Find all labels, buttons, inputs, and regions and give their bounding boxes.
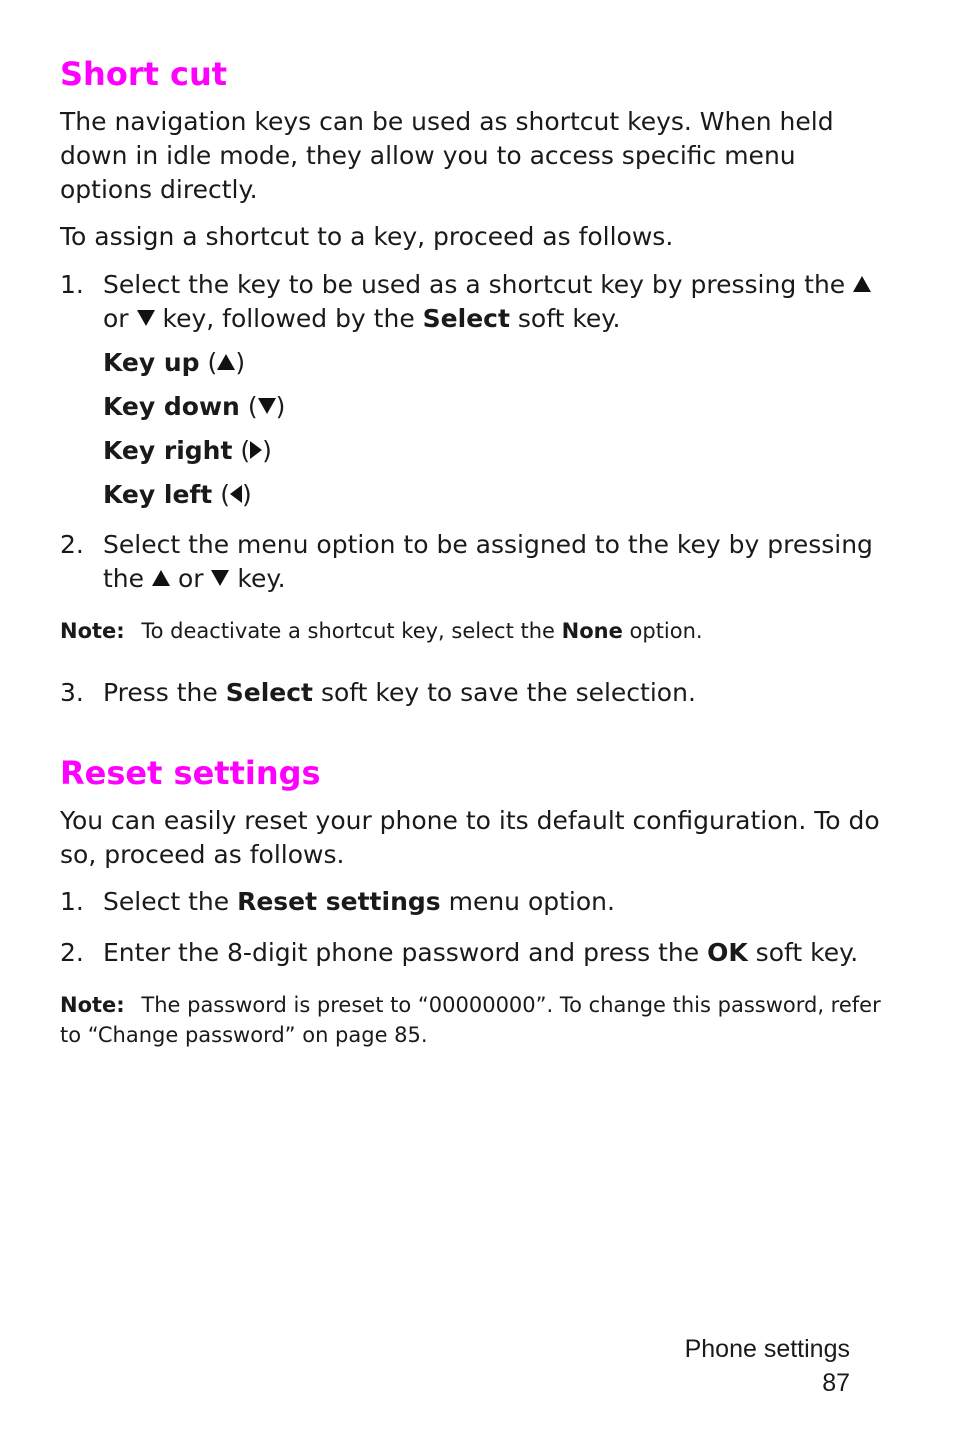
note-label: Note: xyxy=(60,619,125,643)
step-number: 2. xyxy=(60,530,84,559)
reset-step-2: 2. Enter the 8-digit phone password and press the OK soft key. xyxy=(60,936,890,970)
shortcut-step-1 xyxy=(60,268,890,336)
shortcut-step-3: 3. Press the Select soft key to save the selection. xyxy=(60,676,890,710)
none-option-label: None xyxy=(561,619,623,643)
reset-settings-option-label: Reset settings xyxy=(237,887,441,916)
left-arrow-icon xyxy=(230,485,242,503)
page-footer xyxy=(685,1332,850,1400)
section-title-short-cut: Short cut xyxy=(60,55,228,93)
down-arrow-icon xyxy=(211,570,229,586)
step-number: 2. xyxy=(60,938,84,967)
step-text: key. xyxy=(237,564,286,593)
key-up-label: Key up xyxy=(103,348,200,377)
key-right-label: Key right xyxy=(103,436,233,465)
shortcut-assign-text: To assign a shortcut to a key, proceed as follows. xyxy=(60,222,674,251)
up-arrow-icon xyxy=(152,570,170,586)
up-arrow-icon xyxy=(217,354,235,370)
page-number: 87 xyxy=(822,1369,850,1397)
key-up-item: Key up ( ) xyxy=(103,348,246,377)
key-down-item: Key down ( ) xyxy=(103,392,286,421)
down-arrow-icon xyxy=(258,398,276,414)
reset-step-1: 1. Select the Reset settings menu option. xyxy=(60,885,890,919)
note-label: Note: xyxy=(60,993,125,1017)
select-key-label: Select xyxy=(225,678,313,707)
footer-section-name: Phone settings xyxy=(684,1335,850,1363)
select-key-label: Select xyxy=(422,304,510,333)
shortcut-intro: The navigation keys can be used as shortcut keys. When held down in idle mode, they allow you to access specific menu options directly. xyxy=(60,107,834,204)
step-text: key, followed by the xyxy=(162,304,415,333)
reset-intro: You can easily reset your phone to its default configuration. To do so, proceed as follows. xyxy=(60,806,880,869)
reset-note: Note: The password is preset to “00000000”. To change this password, refer to “Change password” on page 85. xyxy=(60,993,881,1047)
ok-key-label: OK xyxy=(707,938,748,967)
step-number: 1. xyxy=(60,270,84,299)
down-arrow-icon xyxy=(137,310,155,326)
shortcut-note: Note: To deactivate a shortcut key, select the None option. xyxy=(60,619,703,643)
page-content xyxy=(60,0,890,1050)
section-title-reset-settings: Reset settings xyxy=(60,754,321,792)
key-left-item: Key left ( ) xyxy=(103,480,252,509)
step-text: Select the menu option to be assigned to the key by pressing the xyxy=(103,530,873,593)
right-arrow-icon xyxy=(250,441,262,459)
step-text: soft key. xyxy=(517,304,621,333)
or-text: or xyxy=(177,564,204,593)
step-text: Select the key to be used as a shortcut key by pressing the xyxy=(103,270,846,299)
up-arrow-icon xyxy=(853,276,871,292)
shortcut-step-2 xyxy=(60,528,890,596)
key-down-label: Key down xyxy=(103,392,240,421)
step-number: 3. xyxy=(60,678,84,707)
or-text: or xyxy=(103,304,129,333)
step-number: 1. xyxy=(60,887,84,916)
key-right-item: Key right ( ) xyxy=(103,436,272,465)
key-left-label: Key left xyxy=(103,480,213,509)
